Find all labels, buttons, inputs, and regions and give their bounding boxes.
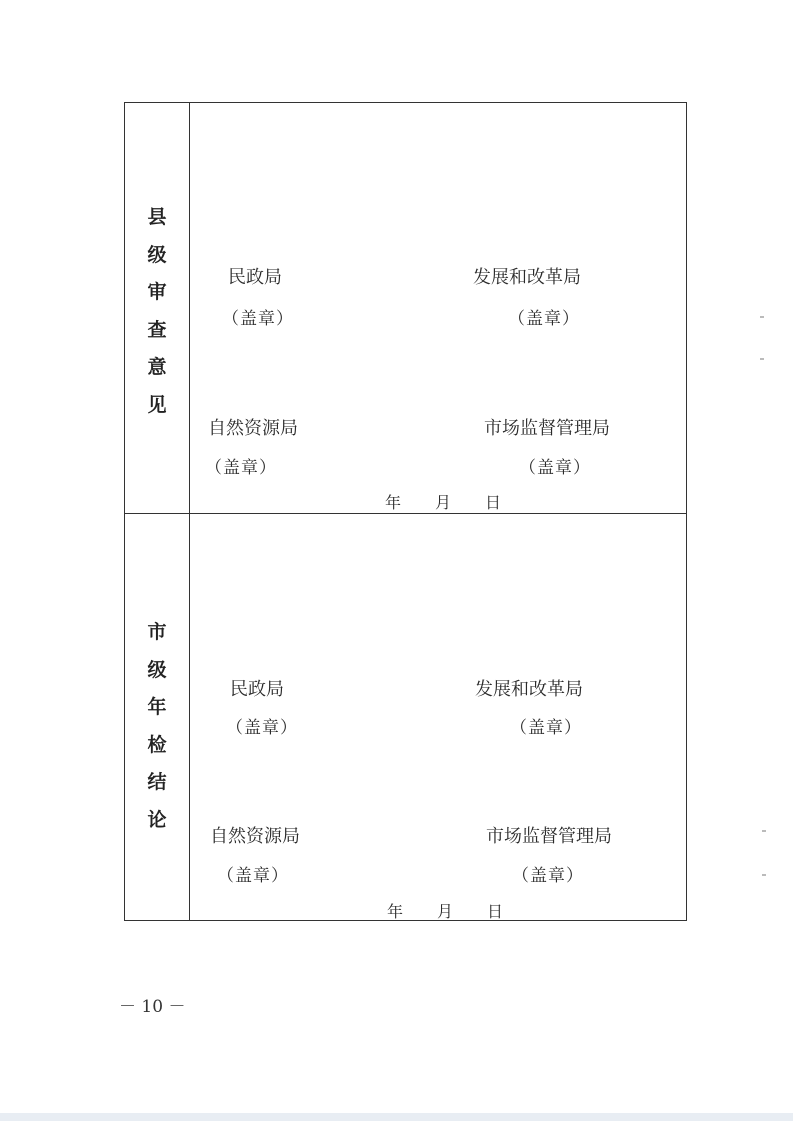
- scan-mark: [762, 874, 766, 876]
- seal-placeholder: （盖章）: [226, 718, 298, 738]
- date-line: [385, 490, 501, 513]
- label-char: 审: [147, 281, 167, 303]
- scan-mark: [762, 830, 766, 832]
- seal-placeholder: （盖章）: [217, 866, 289, 886]
- seal-placeholder: （盖章）: [510, 718, 582, 738]
- bureau-development-reform: 发展和改革局: [473, 267, 581, 288]
- label-char: 年: [147, 696, 167, 718]
- column-divider: [189, 103, 190, 920]
- row-divider: [125, 513, 686, 514]
- bureau-market-supervision: 市场监督管理局: [486, 826, 612, 847]
- bureau-natural-resources: 自然资源局: [208, 418, 298, 439]
- bureau-market-supervision: 市场监督管理局: [484, 418, 610, 439]
- bureau-civil-affairs: 民政局: [228, 267, 282, 288]
- date-year: 年: [385, 493, 402, 512]
- review-form-table: [124, 102, 687, 921]
- date-month: 月: [437, 902, 454, 921]
- date-month: 月: [435, 493, 452, 512]
- bureau-development-reform: 发展和改革局: [475, 679, 583, 700]
- county-review-label: [125, 199, 189, 424]
- scan-edge: [0, 1113, 793, 1121]
- label-char: 检: [147, 733, 167, 756]
- label-char: 见: [147, 393, 167, 416]
- page-number: － 10 －: [119, 997, 186, 1017]
- date-year: 年: [387, 902, 404, 921]
- bureau-natural-resources: 自然资源局: [210, 826, 300, 847]
- city-inspection-label: [125, 614, 189, 839]
- seal-placeholder: （盖章）: [519, 458, 591, 478]
- label-char: 市: [147, 621, 167, 643]
- seal-placeholder: （盖章）: [512, 866, 584, 886]
- label-char: 结: [147, 771, 167, 793]
- label-char: 意: [147, 356, 167, 378]
- scan-mark: [760, 358, 764, 360]
- label-char: 论: [147, 808, 167, 831]
- date-line: [387, 899, 503, 922]
- seal-placeholder: （盖章）: [222, 309, 294, 329]
- bureau-civil-affairs: 民政局: [230, 679, 284, 700]
- label-char: 县: [147, 206, 167, 228]
- label-char: 查: [147, 318, 167, 341]
- scan-mark: [760, 316, 764, 318]
- seal-placeholder: （盖章）: [508, 309, 580, 329]
- seal-placeholder: （盖章）: [205, 458, 277, 478]
- date-day: 日: [487, 902, 504, 921]
- date-day: 日: [485, 493, 502, 512]
- label-char: 级: [147, 658, 167, 681]
- label-char: 级: [147, 243, 167, 266]
